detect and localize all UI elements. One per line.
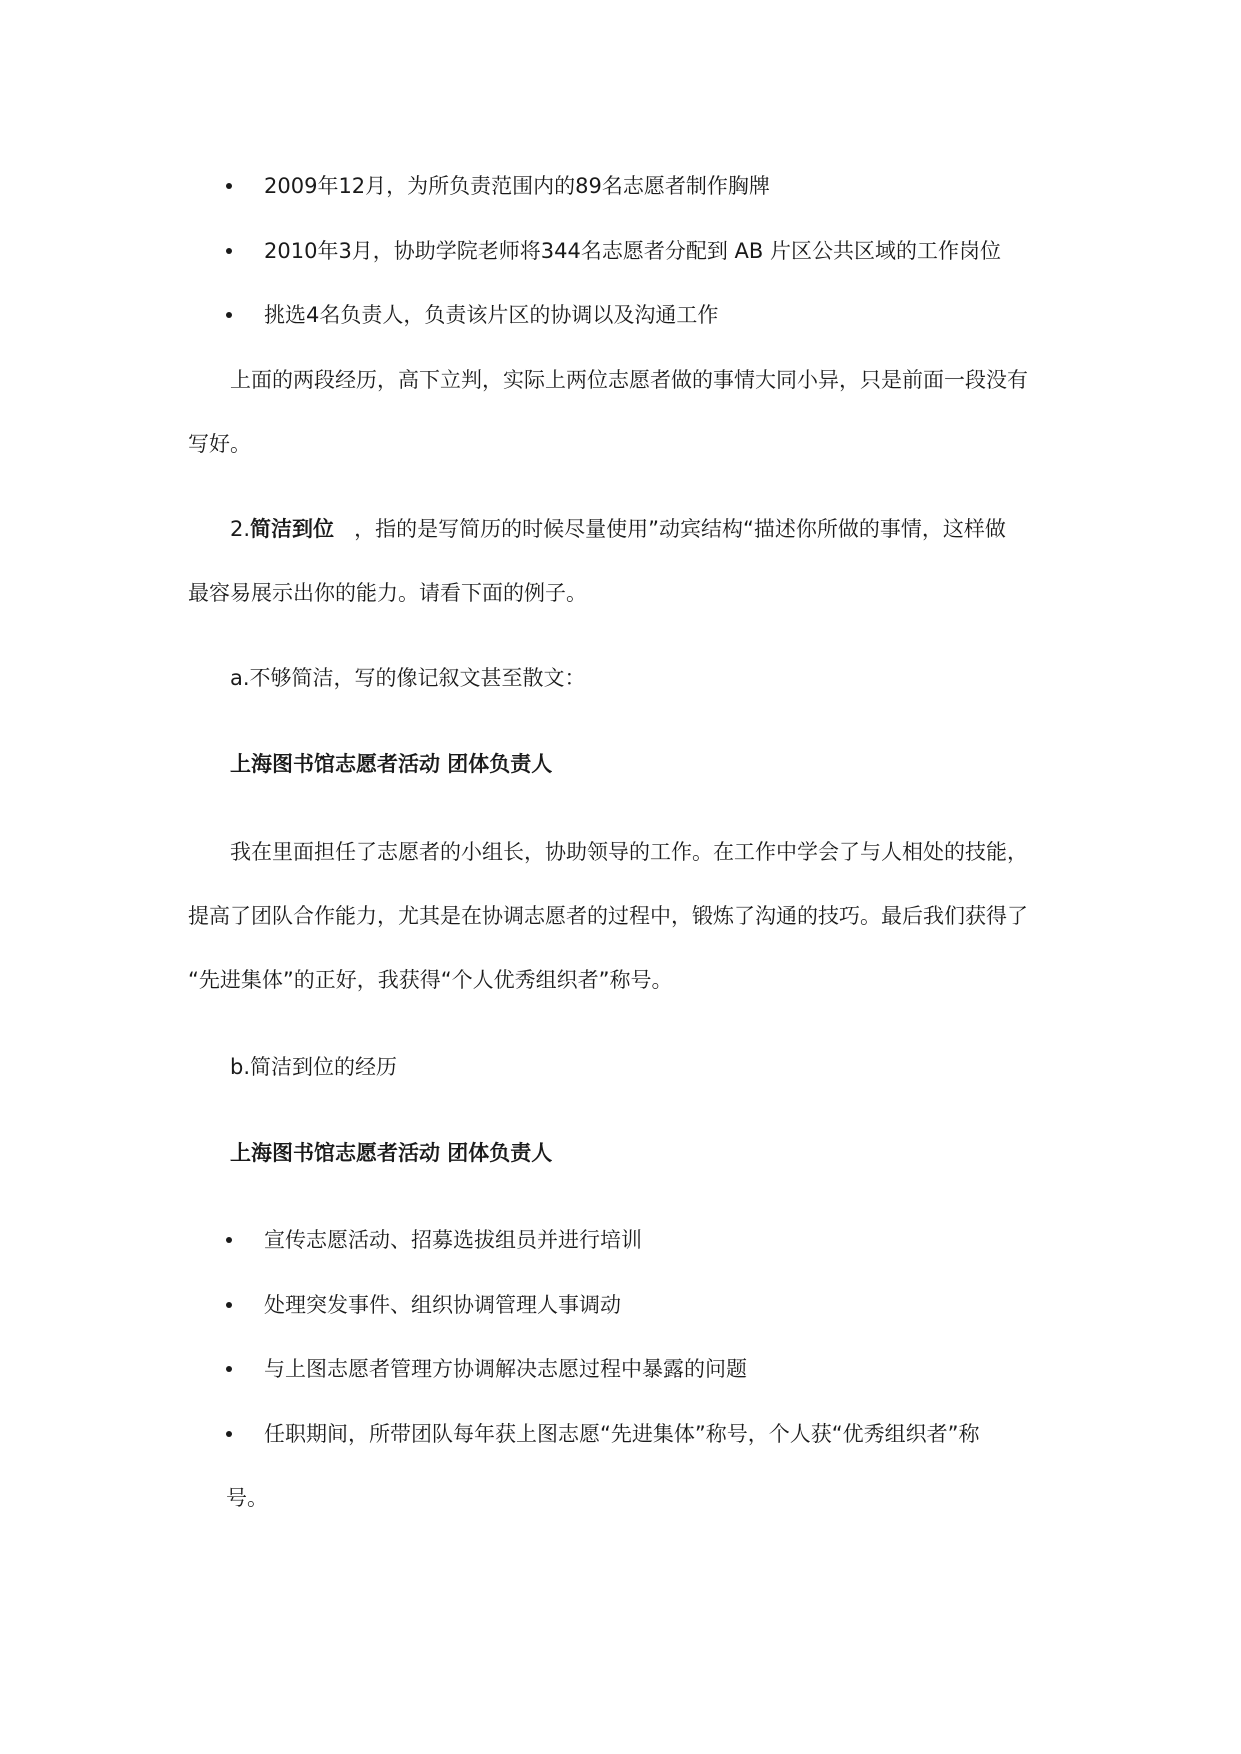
example-a-label: a.不够简洁，写的像记叙文甚至散文： [230, 666, 586, 690]
list-item: 2009年12月，为所负责范围内的89名志愿者制作胸牌 [264, 174, 770, 198]
list-item: 宣传志愿活动、招募选拔组员并进行培训 [264, 1228, 642, 1252]
point2-line-1 [230, 515, 1100, 543]
point2-number: 2. [230, 517, 251, 541]
example-a-heading: 上海图书馆志愿者活动 团体负责人 [230, 752, 553, 776]
bullet-dot [226, 248, 232, 254]
bullet-dot [226, 183, 232, 189]
list-item: 处理突发事件、组织协调管理人事调动 [264, 1293, 621, 1317]
list-item: 与上图志愿者管理方协调解决志愿过程中暴露的问题 [264, 1357, 747, 1381]
example-a-line-3: “先进集体”的正好，我获得“个人优秀组织者”称号。 [188, 968, 673, 992]
list-item: 任职期间，所带团队每年获上图志愿“先进集体”称号，个人获“优秀组织者”称 [264, 1422, 980, 1446]
comparison-line-2: 写好。 [188, 432, 251, 456]
list-item-continuation: 号。 [226, 1486, 268, 1510]
example-b-label: b.简洁到位的经历 [230, 1055, 398, 1079]
bullet-dot [226, 1302, 232, 1308]
bullet-dot [226, 312, 232, 318]
bullet-dot [226, 1366, 232, 1372]
list-item: 挑选4名负责人，负责该片区的协调以及沟通工作 [264, 303, 719, 327]
point2-title: 简洁到位 [250, 517, 335, 541]
list-item: 2010年3月，协助学院老师将344名志愿者分配到 AB 片区公共区域的工作岗位 [264, 239, 1002, 263]
example-a-line-1: 我在里面担任了志愿者的小组长，协助领导的工作。在工作中学会了与人相处的技能， [230, 840, 1028, 864]
point2-text: ，指的是写简历的时候尽量使用”动宾结构“描述你所做的事情，这样做 [354, 517, 1006, 541]
comparison-line-1: 上面的两段经历，高下立判，实际上两位志愿者做的事情大同小异，只是前面一段没有 [230, 368, 1028, 392]
example-b-heading: 上海图书馆志愿者活动 团体负责人 [230, 1141, 553, 1165]
bullet-dot [226, 1431, 232, 1437]
example-a-line-2: 提高了团队合作能力，尤其是在协调志愿者的过程中，锻炼了沟通的技巧。最后我们获得了 [188, 904, 1028, 928]
point2-line-2: 最容易展示出你的能力。请看下面的例子。 [188, 581, 587, 605]
bullet-dot [226, 1237, 232, 1243]
